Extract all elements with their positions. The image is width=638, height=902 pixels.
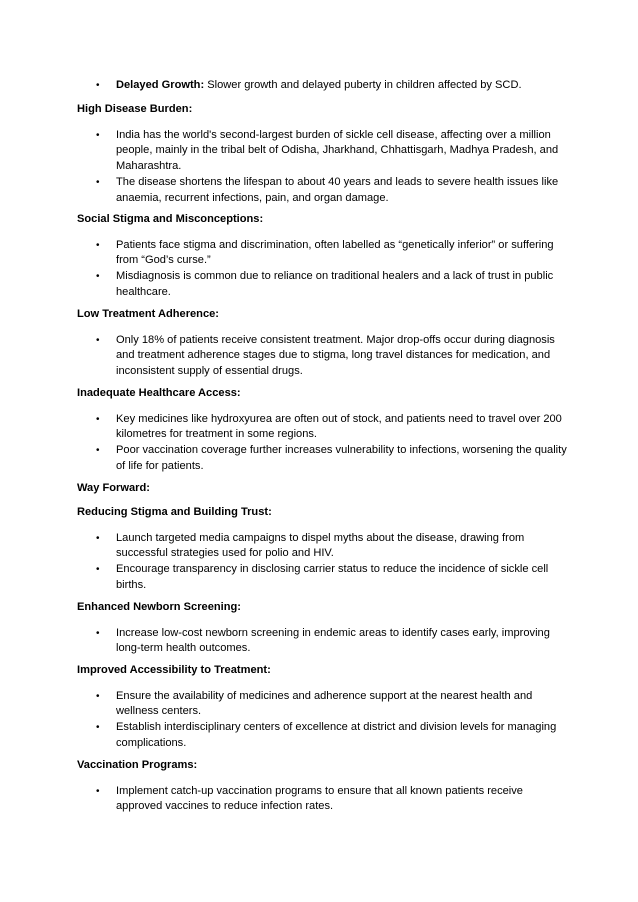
bullet-list (77, 626, 567, 657)
list-item (77, 531, 567, 562)
bullet-list (77, 128, 567, 207)
list-item-text: Slower growth and delayed puberty in children affected by SCD. (204, 79, 522, 91)
list-item (77, 269, 567, 300)
list-item-text: Establish interdisciplinary centers of excellence at district and division levels for managing complications. (116, 721, 557, 749)
list-item-text: Patients face stigma and discrimination, often labelled as “genetically inferior” or suffering from “God’s curse.” (116, 238, 554, 267)
list-item (77, 175, 567, 206)
list-item (77, 626, 567, 657)
list-item (77, 412, 567, 443)
bullet-list (77, 412, 567, 475)
section-vaccination-programs (77, 758, 567, 815)
bullet-list (77, 238, 567, 301)
list-item (77, 78, 567, 94)
list-item (77, 443, 567, 474)
bullet-icon: • (96, 334, 100, 346)
list-item (77, 128, 567, 175)
bullet-icon: • (96, 722, 100, 734)
section-heading: Low Treatment Adherence: (77, 308, 219, 320)
bullet-icon: • (96, 445, 100, 457)
list-item-text: Increase low-cost newborn screening in endemic areas to identify cases early, improving long-term health outcomes. (116, 626, 550, 655)
intro-list (77, 78, 567, 94)
bullet-icon: • (96, 271, 100, 283)
list-item-text: Implement catch-up vaccination programs to ensure that all known patients receive approved vaccines to reduce infection rates. (116, 784, 523, 813)
list-item-text: Encourage transparency in disclosing carrier status to reduce the incidence of sickle cell births. (116, 563, 549, 591)
section-heading: Way Forward: (77, 482, 150, 494)
list-item-bold-label: Delayed Growth: (116, 79, 205, 91)
list-item-text: Only 18% of patients receive consistent treatment. Major drop-offs occur during diagnosis and treatment adherence stages due to stigma, long travel distances for medication, and inconsistent supply of essential drugs. (116, 333, 555, 378)
list-item-text: Launch targeted media campaigns to dispel myths about the disease, drawing from successful strategies used for polio and HIV. (116, 531, 525, 560)
section-inadequate-healthcare-access (77, 386, 567, 475)
bullet-icon: • (96, 627, 100, 639)
list-item (77, 562, 567, 593)
list-item-text: Poor vaccination coverage further increases vulnerability to infections, worsening the quality of life for patients. (116, 444, 567, 472)
bullet-icon: • (96, 785, 100, 797)
bullet-list (77, 689, 567, 752)
section-heading: Improved Accessibility to Treatment: (77, 664, 271, 676)
bullet-icon: • (96, 129, 100, 141)
bullet-list (77, 784, 567, 815)
section-social-stigma (77, 212, 567, 301)
intro-section (77, 78, 567, 94)
list-item-text: The disease shortens the lifespan to about 40 years and leads to severe health issues like anaemia, recurrent infections, pain, and organ damage. (116, 175, 559, 204)
bullet-icon: • (96, 532, 100, 544)
bullet-icon: • (96, 564, 100, 576)
section-way-forward (77, 481, 567, 497)
list-item (77, 238, 567, 269)
bullet-icon: • (96, 80, 100, 91)
bullet-icon: • (96, 413, 100, 425)
section-low-treatment-adherence (77, 307, 567, 380)
section-high-disease-burden (77, 102, 567, 206)
list-item-text: India has the world's second-largest burden of sickle cell disease, affecting over a million people, mainly in the tribal belt of Odisha, Jharkhand, Chhattisgarh, Madhya Pradesh, and Maharashtra. (116, 128, 559, 173)
section-heading: Reducing Stigma and Building Trust: (77, 506, 272, 518)
section-reducing-stigma (77, 505, 567, 594)
section-heading: High Disease Burden: (77, 103, 193, 115)
list-item (77, 689, 567, 720)
bullet-list (77, 333, 567, 380)
bullet-icon: • (96, 239, 100, 251)
list-item-text: Ensure the availability of medicines and adherence support at the nearest health and wellness centers. (116, 689, 533, 718)
list-item (77, 720, 567, 751)
list-item-text: Misdiagnosis is common due to reliance on traditional healers and a lack of trust in public healthcare. (116, 270, 554, 298)
list-item (77, 784, 567, 815)
section-heading: Social Stigma and Misconceptions: (77, 213, 264, 225)
list-item (77, 333, 567, 380)
bullet-list (77, 531, 567, 594)
section-improved-accessibility (77, 663, 567, 752)
bullet-icon: • (96, 176, 100, 188)
bullet-icon: • (96, 690, 100, 702)
section-heading: Inadequate Healthcare Access: (77, 387, 241, 399)
section-heading: Enhanced Newborn Screening: (77, 601, 241, 613)
section-newborn-screening (77, 600, 567, 657)
section-heading: Vaccination Programs: (77, 759, 198, 771)
list-item-text: Key medicines like hydroxyurea are often out of stock, and patients need to travel over 200 kilometres for treatment in some regions. (116, 412, 562, 441)
